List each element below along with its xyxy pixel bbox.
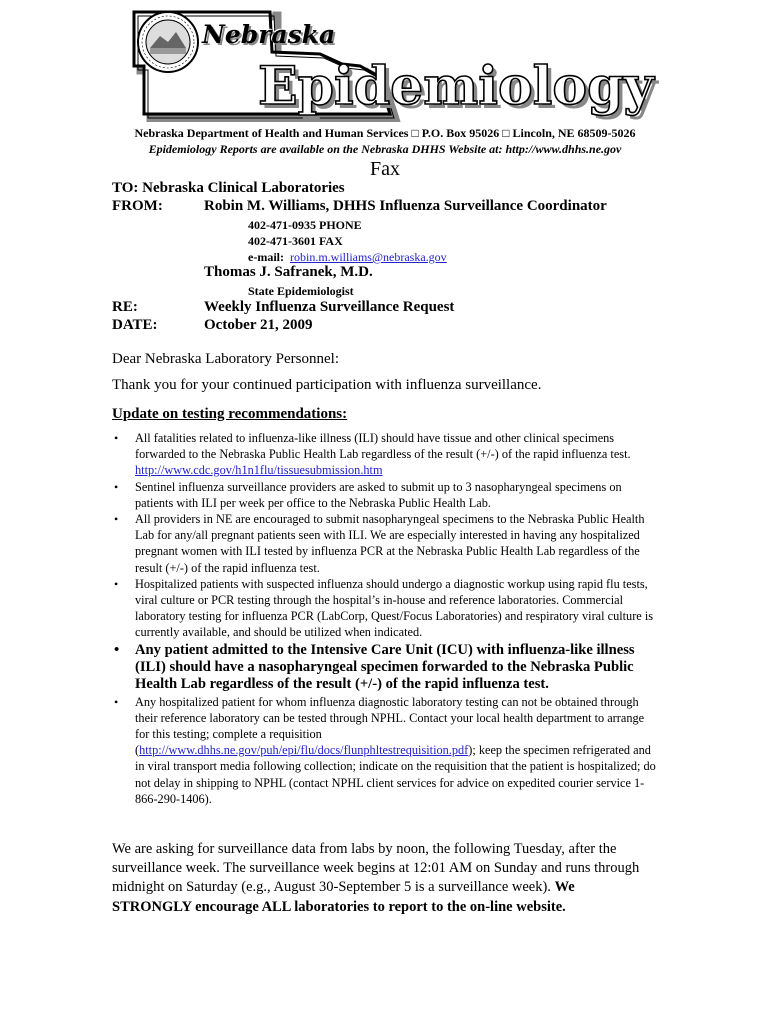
second-name: Thomas J. Safranek, M.D. (204, 264, 373, 280)
phone: 402-471-0935 PHONE (248, 218, 362, 232)
date-label: DATE: (112, 317, 158, 333)
list-item: • Hospitalized patients with suspected influenza should undergo a diagnostic workup using rapid flu tests, viral culture or PCR testing through the hospital’s in-house and reference laboratories. Commercial laboratory testing for influenza PCR (LabCorp, Quest/Focus Laboratories) and respiratory viral culture is currently available, and should be utilized when indicated. (112, 576, 660, 641)
closing-paragraph: We are asking for surveillance data from labs by noon, the following Tuesday, after the surveillance week. The surveillance week begins at 12:01 AM on Sunday and runs through midnight on Saturday (e.g., August 30-September 5 is a surveillance week). We STRONGLY encourage ALL laboratories to report to the on-line website. (112, 841, 640, 915)
to-value: Nebraska Clinical Laboratories (142, 180, 345, 196)
thanks-line: Thank you for your continued participation with influenza surveillance. (112, 377, 542, 393)
fax-number: 402-471-3601 FAX (248, 234, 343, 248)
website-line: Epidemiology Reports are available on the Nebraska DHHS Website at: http://www.dhhs.ne.gov (148, 142, 622, 156)
section-title: Update on testing recommendations: (112, 406, 348, 422)
to-label: TO: Nebraska Clinical Laboratories (112, 180, 345, 196)
list-item: • All providers in NE are encouraged to submit nasopharyngeal specimens to the Nebraska Public Health Lab for any/all pregnant patients seen with ILI. We are especially interested in having any hospitalized pregnant women with ILI tested by influenza PCR at the Nebraska Public Health Lab regardless of the result (+/-) of the rapid influenza test. (112, 511, 660, 576)
from-label: FROM: (112, 198, 163, 214)
recommendations-list (112, 430, 660, 807)
state-seal-icon (138, 12, 198, 72)
tissue-submission-link[interactable]: http://www.cdc.gov/h1n1flu/tissuesubmission.htm (135, 463, 383, 478)
closing-emphasis: We STRONGLY encourage ALL laboratories to report to the on-line website. (112, 879, 575, 915)
second-title: State Epidemiologist (248, 284, 354, 298)
document-type: Fax (370, 158, 400, 180)
list-item: • Any hospitalized patient for whom influenza diagnostic laboratory testing can not be obtained through their reference laboratory can be tested through NPHL. Contact your local health department to arrange for this testing; complete a requisition (http://www.dhhs.ne.gov/puh/epi/flu/docs/flunphltestrequisition.pdf); keep the specimen refrigerated and in viral transport media following collection; indicate on the requisition that the patient is hospitalized; do not delay in shipping to NPHL (contact NPHL client services for advice on expedited courier service 1-866-290-1406). (112, 694, 660, 807)
address-line: Nebraska Department of Health and Human Services □ P.O. Box 95026 □ Lincoln, NE 68509-5026 (134, 126, 636, 140)
list-item: • All fatalities related to influenza-like illness (ILI) should have tissue and other clinical specimens forwarded to the Nebraska Public Health Lab regardless of the result (+/-) of the rapid influenza test. http://www.cdc.gov/h1n1flu/tissuesubmission.htm (112, 430, 660, 479)
list-item: • Sentinel influenza surveillance providers are asked to submit up to 3 nasopharyngeal specimens on patients with ILI per week per office to the Nebraska Public Health Lab. (112, 479, 660, 511)
requisition-link[interactable]: http://www.dhhs.ne.gov/puh/epi/flu/docs/flunphltestrequisition.pdf (139, 743, 469, 758)
email-line (248, 250, 447, 265)
list-item-emphasis: • Any patient admitted to the Intensive Care Unit (ICU) with influenza-like illness (ILI) should have a nasopharyngeal specimen forwarded to the Nebraska Public Health Lab regardless of the result (+/-) of the rapid influenza test. (112, 642, 660, 694)
email-link[interactable]: robin.m.williams@nebraska.gov (289, 250, 447, 264)
greeting: Dear Nebraska Laboratory Personnel: (112, 351, 339, 367)
logo-title-nebraska: Nebraska (202, 20, 336, 49)
from-value: Robin M. Williams, DHHS Influenza Surveillance Coordinator (204, 198, 607, 214)
re-label: RE: (112, 299, 138, 315)
logo-title-epidemiology: Epidemiology (258, 56, 654, 117)
date-value: October 21, 2009 (204, 317, 313, 333)
re-value: Weekly Influenza Surveillance Request (204, 299, 455, 315)
email-label: e-mail: (248, 250, 284, 264)
